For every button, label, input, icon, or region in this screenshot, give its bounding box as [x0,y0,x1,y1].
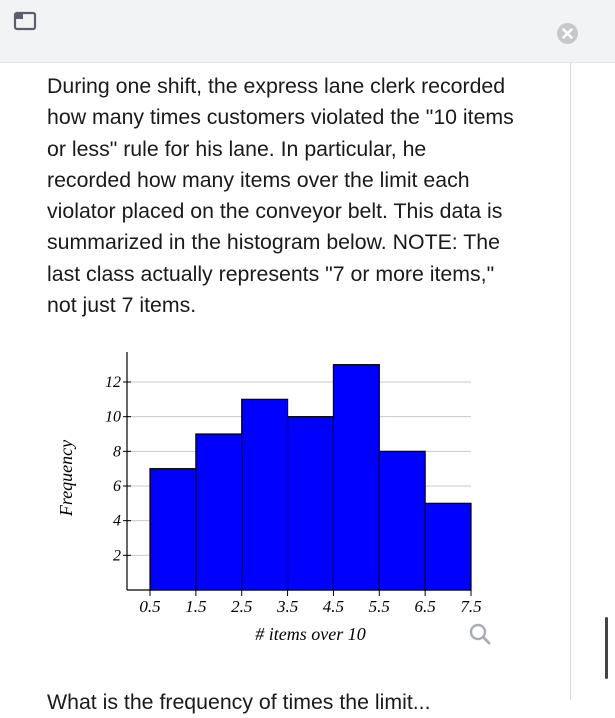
next-question-line: What is the frequency of times the limit... [47,690,431,714]
y-tick-label: 10 [105,408,121,426]
zoom-icon[interactable] [468,622,492,646]
x-tick-label: 6.5 [414,597,436,616]
histogram-bar [242,399,288,590]
question-line: summarized in the histogram below. NOTE: The [47,230,500,255]
question-line: not just 7 items. [47,293,197,318]
x-tick-label: 0.5 [139,597,161,616]
question-line: recorded how many items over the limit each [47,167,470,192]
x-tick-label: 1.5 [185,597,207,616]
y-tick-label: 4 [113,512,121,530]
y-tick-label: 8 [113,443,121,461]
histogram-bar [196,434,242,590]
histogram-bar [288,417,334,590]
histogram-bar [379,451,425,590]
question-line: last class actually represents "7 or more items," [47,261,495,286]
y-tick-label: 6 [113,478,121,495]
x-tick-label: 7.5 [460,597,482,616]
y-tick-label: 12 [105,374,121,391]
y-axis-label: Frequency [56,439,76,517]
x-tick-label: 5.5 [368,597,390,616]
histogram-bar [425,503,471,590]
x-axis-label: # items over 10 [255,624,366,644]
scrollbar-thumb[interactable] [605,617,608,679]
x-tick-label: 4.5 [322,597,345,616]
x-tick-label: 2.5 [231,597,253,616]
histogram-bar [150,469,196,590]
question-line: During one shift, the express lane clerk recorded [47,74,506,98]
question-line: violator placed on the conveyor belt. This data is [47,199,503,224]
y-tick-label: 2 [113,547,121,565]
x-tick-label: 3.5 [276,597,299,616]
histogram-bar [333,365,379,590]
question-line: how many times customers violated the "10 items [47,105,514,130]
question-line: or less" rule for his lane. In particular, he [47,136,427,161]
